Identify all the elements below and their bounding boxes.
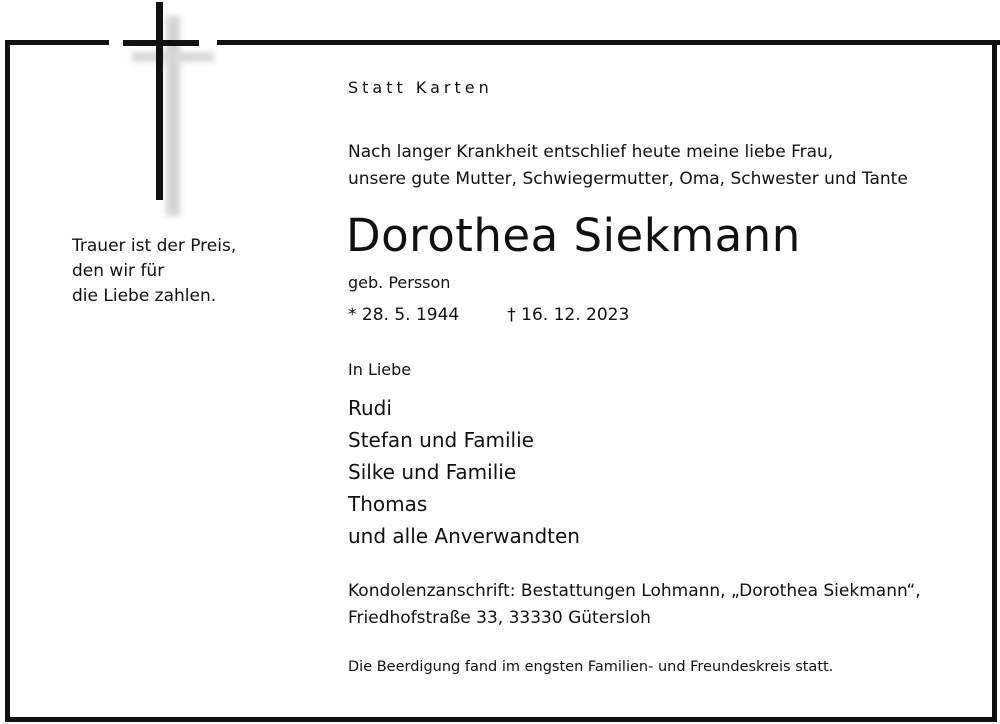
frame-top-left <box>5 40 109 45</box>
mourners-list <box>348 392 580 552</box>
condolence-address: Kondolenzanschrift: Bestattungen Lohmann, „Dorothea Siekmann“, Friedhofstraße 33, 33330 Gütersloh <box>348 581 921 628</box>
cross-shadow-horizontal <box>132 52 214 62</box>
frame-top-right <box>217 40 1000 45</box>
cross-bar-vertical <box>156 2 163 200</box>
cross-bar-horizontal <box>123 40 199 46</box>
mourner: und alle Anverwandten <box>348 524 580 548</box>
heading-statt-karten: Statt Karten <box>348 78 493 97</box>
mourner: Rudi <box>348 396 392 420</box>
deceased-name: Dorothea Siekmann <box>346 209 801 262</box>
motto: Trauer ist der Preis, den wir für die Liebe zahlen. <box>72 236 237 306</box>
in-love-label: In Liebe <box>348 360 412 379</box>
birth-date: * 28. 5. 1944 <box>348 305 460 325</box>
frame-left <box>5 40 10 722</box>
born-name: geb. Persson <box>348 273 451 292</box>
mourner: Stefan und Familie <box>348 428 534 452</box>
mourner: Silke und Familie <box>348 460 517 484</box>
cross-icon <box>118 0 218 220</box>
intro-text: Nach langer Krankheit entschlief heute meine liebe Frau, unsere gute Mutter, Schwiegermutter, Oma, Schwester und Tante <box>348 142 908 189</box>
cross-shadow-vertical <box>166 16 180 216</box>
mourner: Thomas <box>348 492 428 516</box>
death-date: † 16. 12. 2023 <box>507 305 630 325</box>
funeral-note: Die Beerdigung fand im engsten Familien- und Freundeskreis statt. <box>348 659 834 675</box>
life-dates <box>348 305 629 325</box>
frame-right <box>992 40 997 722</box>
frame-bottom <box>5 717 997 722</box>
